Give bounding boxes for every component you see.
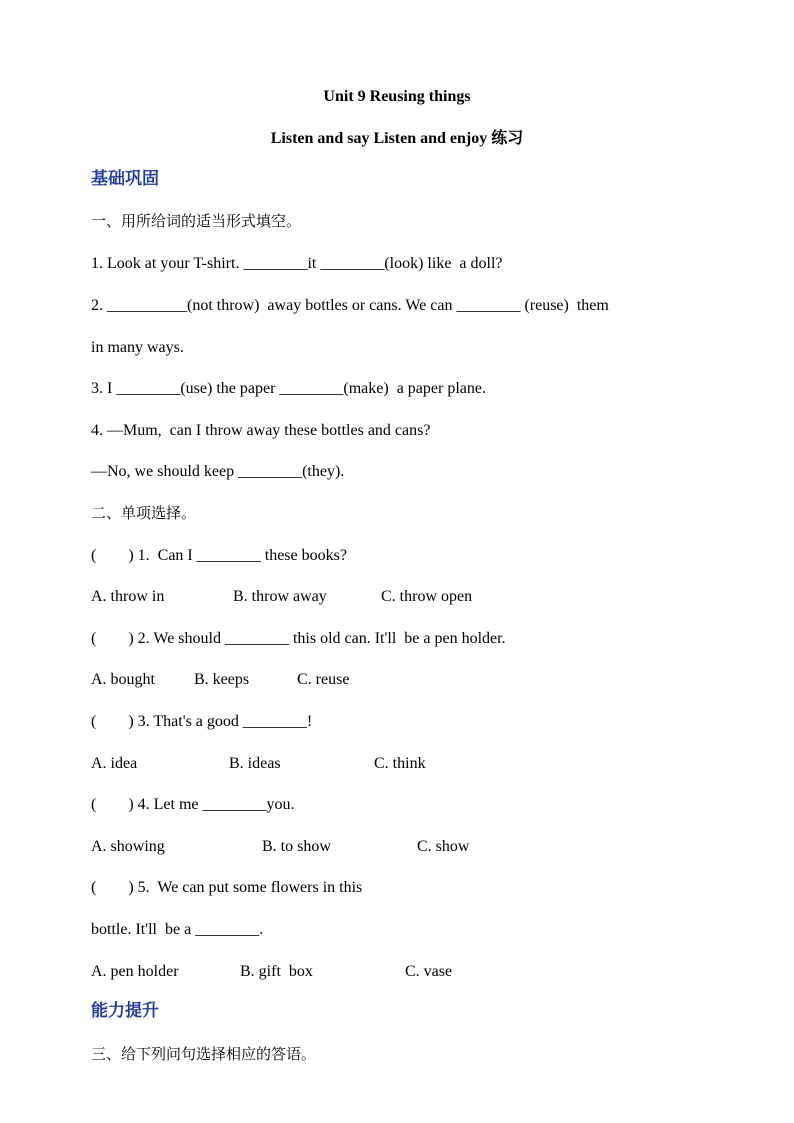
part2-q2-option-a: A. bought (91, 671, 155, 688)
part1-question-2: 2. __________(not throw) away bottles or cans. We can ________ (reuse) them (91, 297, 609, 314)
part2-q4-option-c: C. show (417, 838, 470, 855)
part2-q3-option-c: C. think (374, 755, 426, 772)
part2-question-5-continued: bottle. It'll be a ________. (91, 921, 264, 938)
part2-q5-option-c: C. vase (405, 963, 453, 980)
part2-q1-option-b: B. throw away (233, 588, 327, 605)
part1-heading: 一、用所给词的适当形式填空。 (91, 212, 302, 230)
part2-q3-option-a: A. idea (91, 755, 138, 772)
part2-q1-option-a: A. throw in (91, 588, 165, 605)
section-basic-heading: 基础巩固 (91, 169, 159, 189)
part1-question-4: 4. —Mum, can I throw away these bottles and cans? (91, 422, 431, 439)
part2-question-2: ( ) 2. We should ________ this old can. It'll be a pen holder. (91, 630, 506, 647)
part2-question-1: ( ) 1. Can I ________ these books? (91, 547, 347, 564)
part2-q1-option-c: C. throw open (381, 588, 473, 605)
worksheet-title: Unit 9 Reusing things (323, 88, 471, 105)
section-advanced-heading: 能力提升 (91, 1001, 159, 1021)
part1-question-2-continued: in many ways. (91, 339, 184, 356)
part2-question-4: ( ) 4. Let me ________you. (91, 796, 295, 813)
part1-question-4-answer: —No, we should keep ________(they). (91, 463, 345, 480)
part1-question-3: 3. I ________(use) the paper ________(make) a paper plane. (91, 380, 486, 397)
part2-q5-option-b: B. gift box (240, 963, 313, 980)
part2-question-3: ( ) 3. That's a good ________! (91, 713, 313, 730)
part2-q3-option-b: B. ideas (229, 755, 281, 772)
part2-q4-option-b: B. to show (262, 838, 331, 855)
part2-q4-option-a: A. showing (91, 838, 165, 855)
part1-question-1: 1. Look at your T-shirt. ________it ________(look) like a doll? (91, 255, 503, 272)
worksheet-subtitle: Listen and say Listen and enjoy 练习 (270, 130, 524, 147)
part2-q2-option-b: B. keeps (194, 671, 250, 688)
part2-heading: 二、单项选择。 (91, 504, 197, 522)
part2-question-5: ( ) 5. We can put some flowers in this (91, 879, 363, 896)
part2-q2-option-c: C. reuse (297, 671, 350, 688)
part3-heading: 三、给下列问句选择相应的答语。 (91, 1045, 317, 1063)
part2-q5-option-a: A. pen holder (91, 963, 179, 980)
